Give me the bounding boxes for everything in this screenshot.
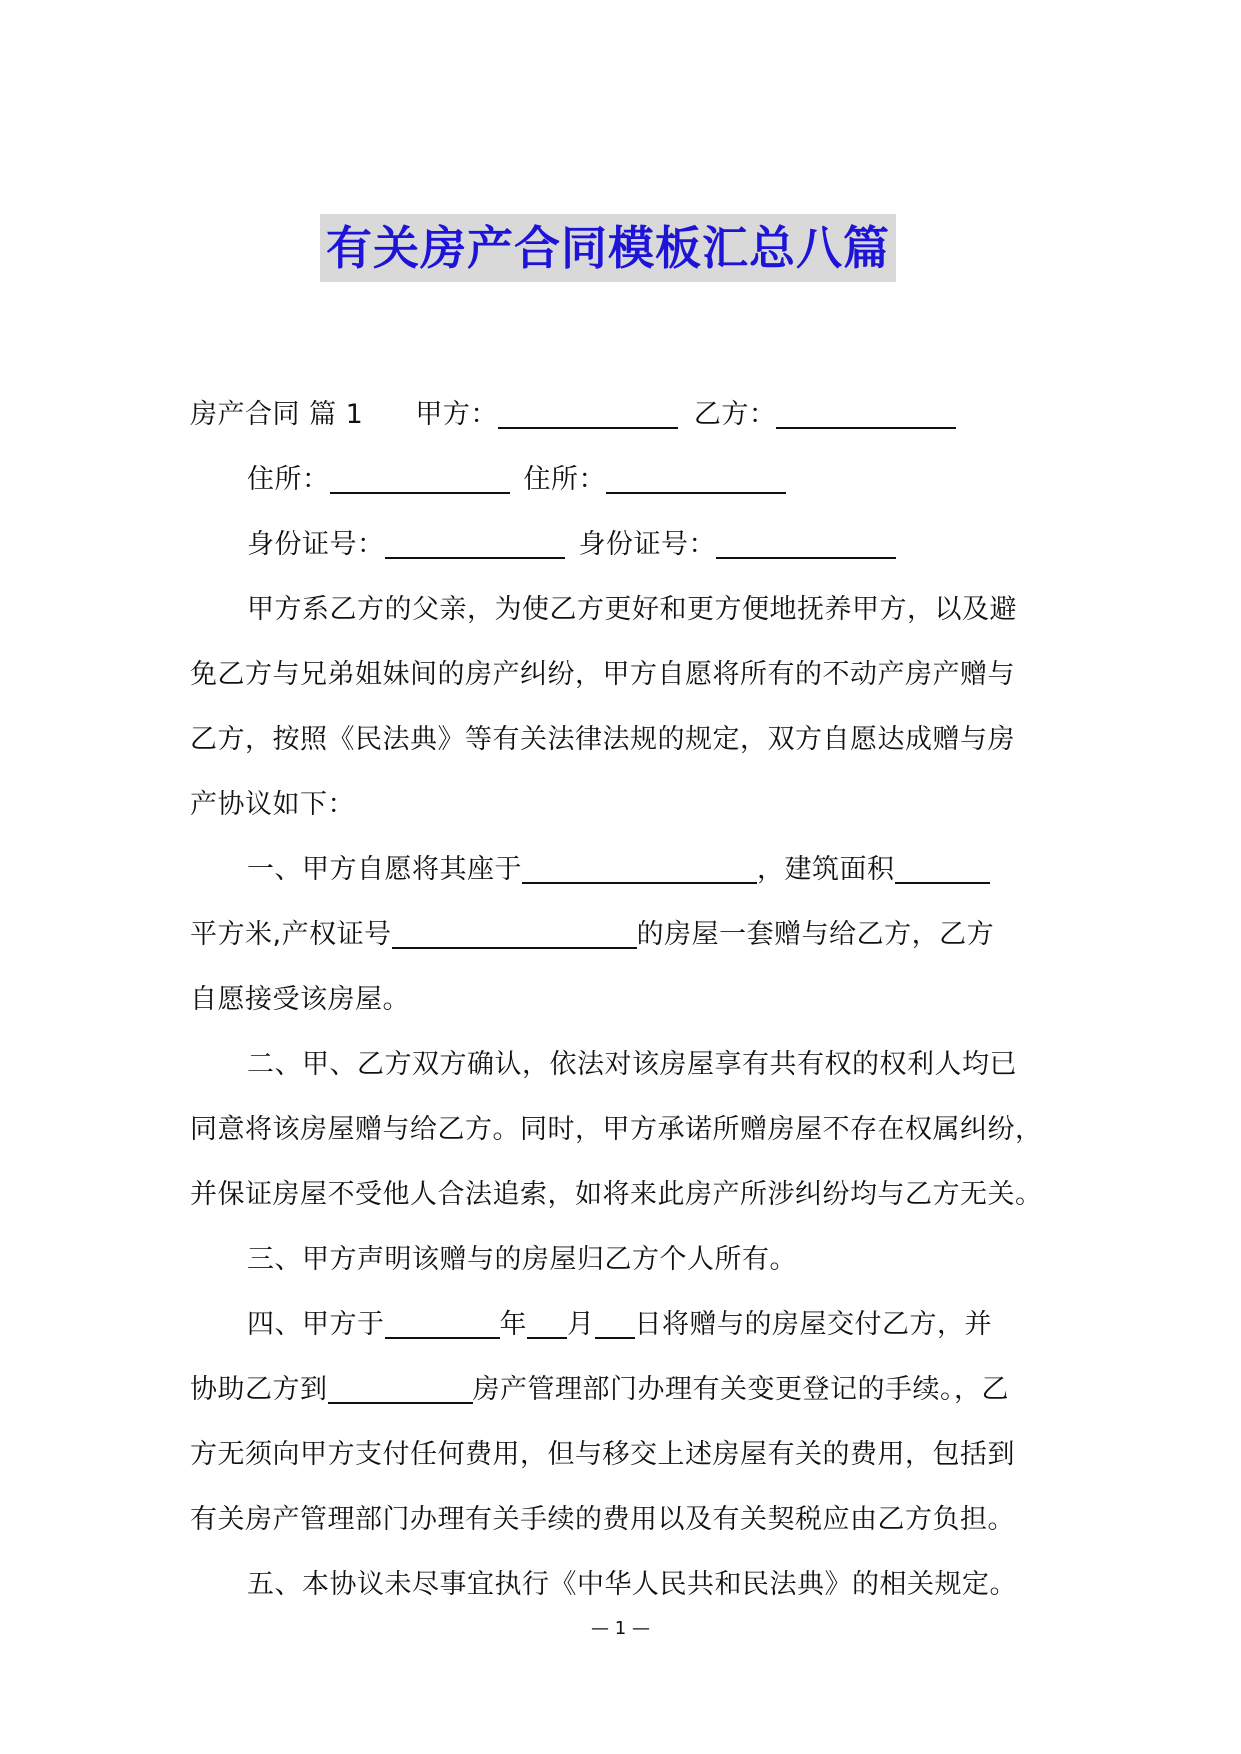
party-line [190,382,1050,447]
clause-text: 协助乙方到 [190,1374,328,1405]
address-a-label: 住所： [247,464,330,495]
day-blank [595,1307,635,1339]
clause-text: 年 [499,1309,527,1340]
id-a-blank [385,527,565,559]
party-b-label: 乙方： [693,399,777,430]
address-b-label: 住所： [523,464,606,495]
paragraph-line: 并保证房屋不受他人合法追索，如将来此房产所涉纠纷均与乙方无关。 [190,1179,1043,1210]
id-line [190,512,1050,577]
clause-1-line [190,837,1050,902]
paragraph-line: 二、甲、乙方双方确认，依法对该房屋享有共有权的权利人均已 [247,1049,1017,1080]
clause-text: 平方米,产权证号 [190,919,392,950]
clause-text: ，建筑面积 [757,854,895,885]
paragraph-line: 产协议如下： [190,789,355,820]
month-blank [527,1307,567,1339]
clause-text: 一、甲方自愿将其座于 [247,854,522,885]
page-number: — 1 — [591,1618,650,1639]
office-blank [328,1372,473,1404]
document-title: 有关房产合同模板汇总八篇 [320,214,896,282]
contract-heading: 房产合同 篇 1 [190,399,364,430]
area-blank [895,852,990,884]
party-a-label: 甲方： [415,399,498,430]
clause-text: 日将赠与的房屋交付乙方，并 [634,1309,992,1340]
clause-text: 的房屋一套赠与给乙方，乙方 [636,919,995,950]
paragraph-line: 同意将该房屋赠与给乙方。同时，甲方承诺所赠房屋不存在权属纠纷， [190,1114,1043,1145]
year-blank [385,1307,500,1339]
certificate-blank [392,917,637,949]
id-a-label: 身份证号： [247,529,385,560]
paragraph-line: 三、甲方声明该赠与的房屋归乙方个人所有。 [247,1244,797,1275]
clause-1-line [190,902,1050,967]
paragraph-line: 乙方，按照《民法典》等有关法律法规的规定，双方自愿达成赠与房 [190,724,1015,755]
id-b-blank [716,527,896,559]
paragraph-line: 甲方系乙方的父亲，为使乙方更好和更方便地抚养甲方，以及避 [247,594,1017,625]
paragraph-line: 五、本协议未尽事宜执行《中华人民共和民法典》的相关规定。 [247,1569,1017,1600]
address-a-blank [330,462,510,494]
address-b-blank [606,462,786,494]
address-line [190,447,1050,512]
document-body [190,382,1050,1617]
paragraph-line: 有关房产管理部门办理有关手续的费用以及有关契税应由乙方负担。 [190,1504,1015,1535]
paragraph-line: 自愿接受该房屋。 [190,984,410,1015]
location-blank [522,852,757,884]
clause-text: 月 [567,1309,595,1340]
clause-text: 四、甲方于 [247,1309,385,1340]
clause-4-line [190,1292,1050,1357]
party-b-blank [776,397,956,429]
clause-4-line [190,1357,1050,1422]
clause-text: 房产管理部门办理有关变更登记的手续。，乙 [472,1374,1009,1405]
party-a-blank [498,397,678,429]
id-b-label: 身份证号： [578,529,716,560]
paragraph-line: 方无须向甲方支付任何费用，但与移交上述房屋有关的费用，包括到 [190,1439,1015,1470]
paragraph-line: 免乙方与兄弟姐妹间的房产纠纷，甲方自愿将所有的不动产房产赠与 [190,659,1015,690]
